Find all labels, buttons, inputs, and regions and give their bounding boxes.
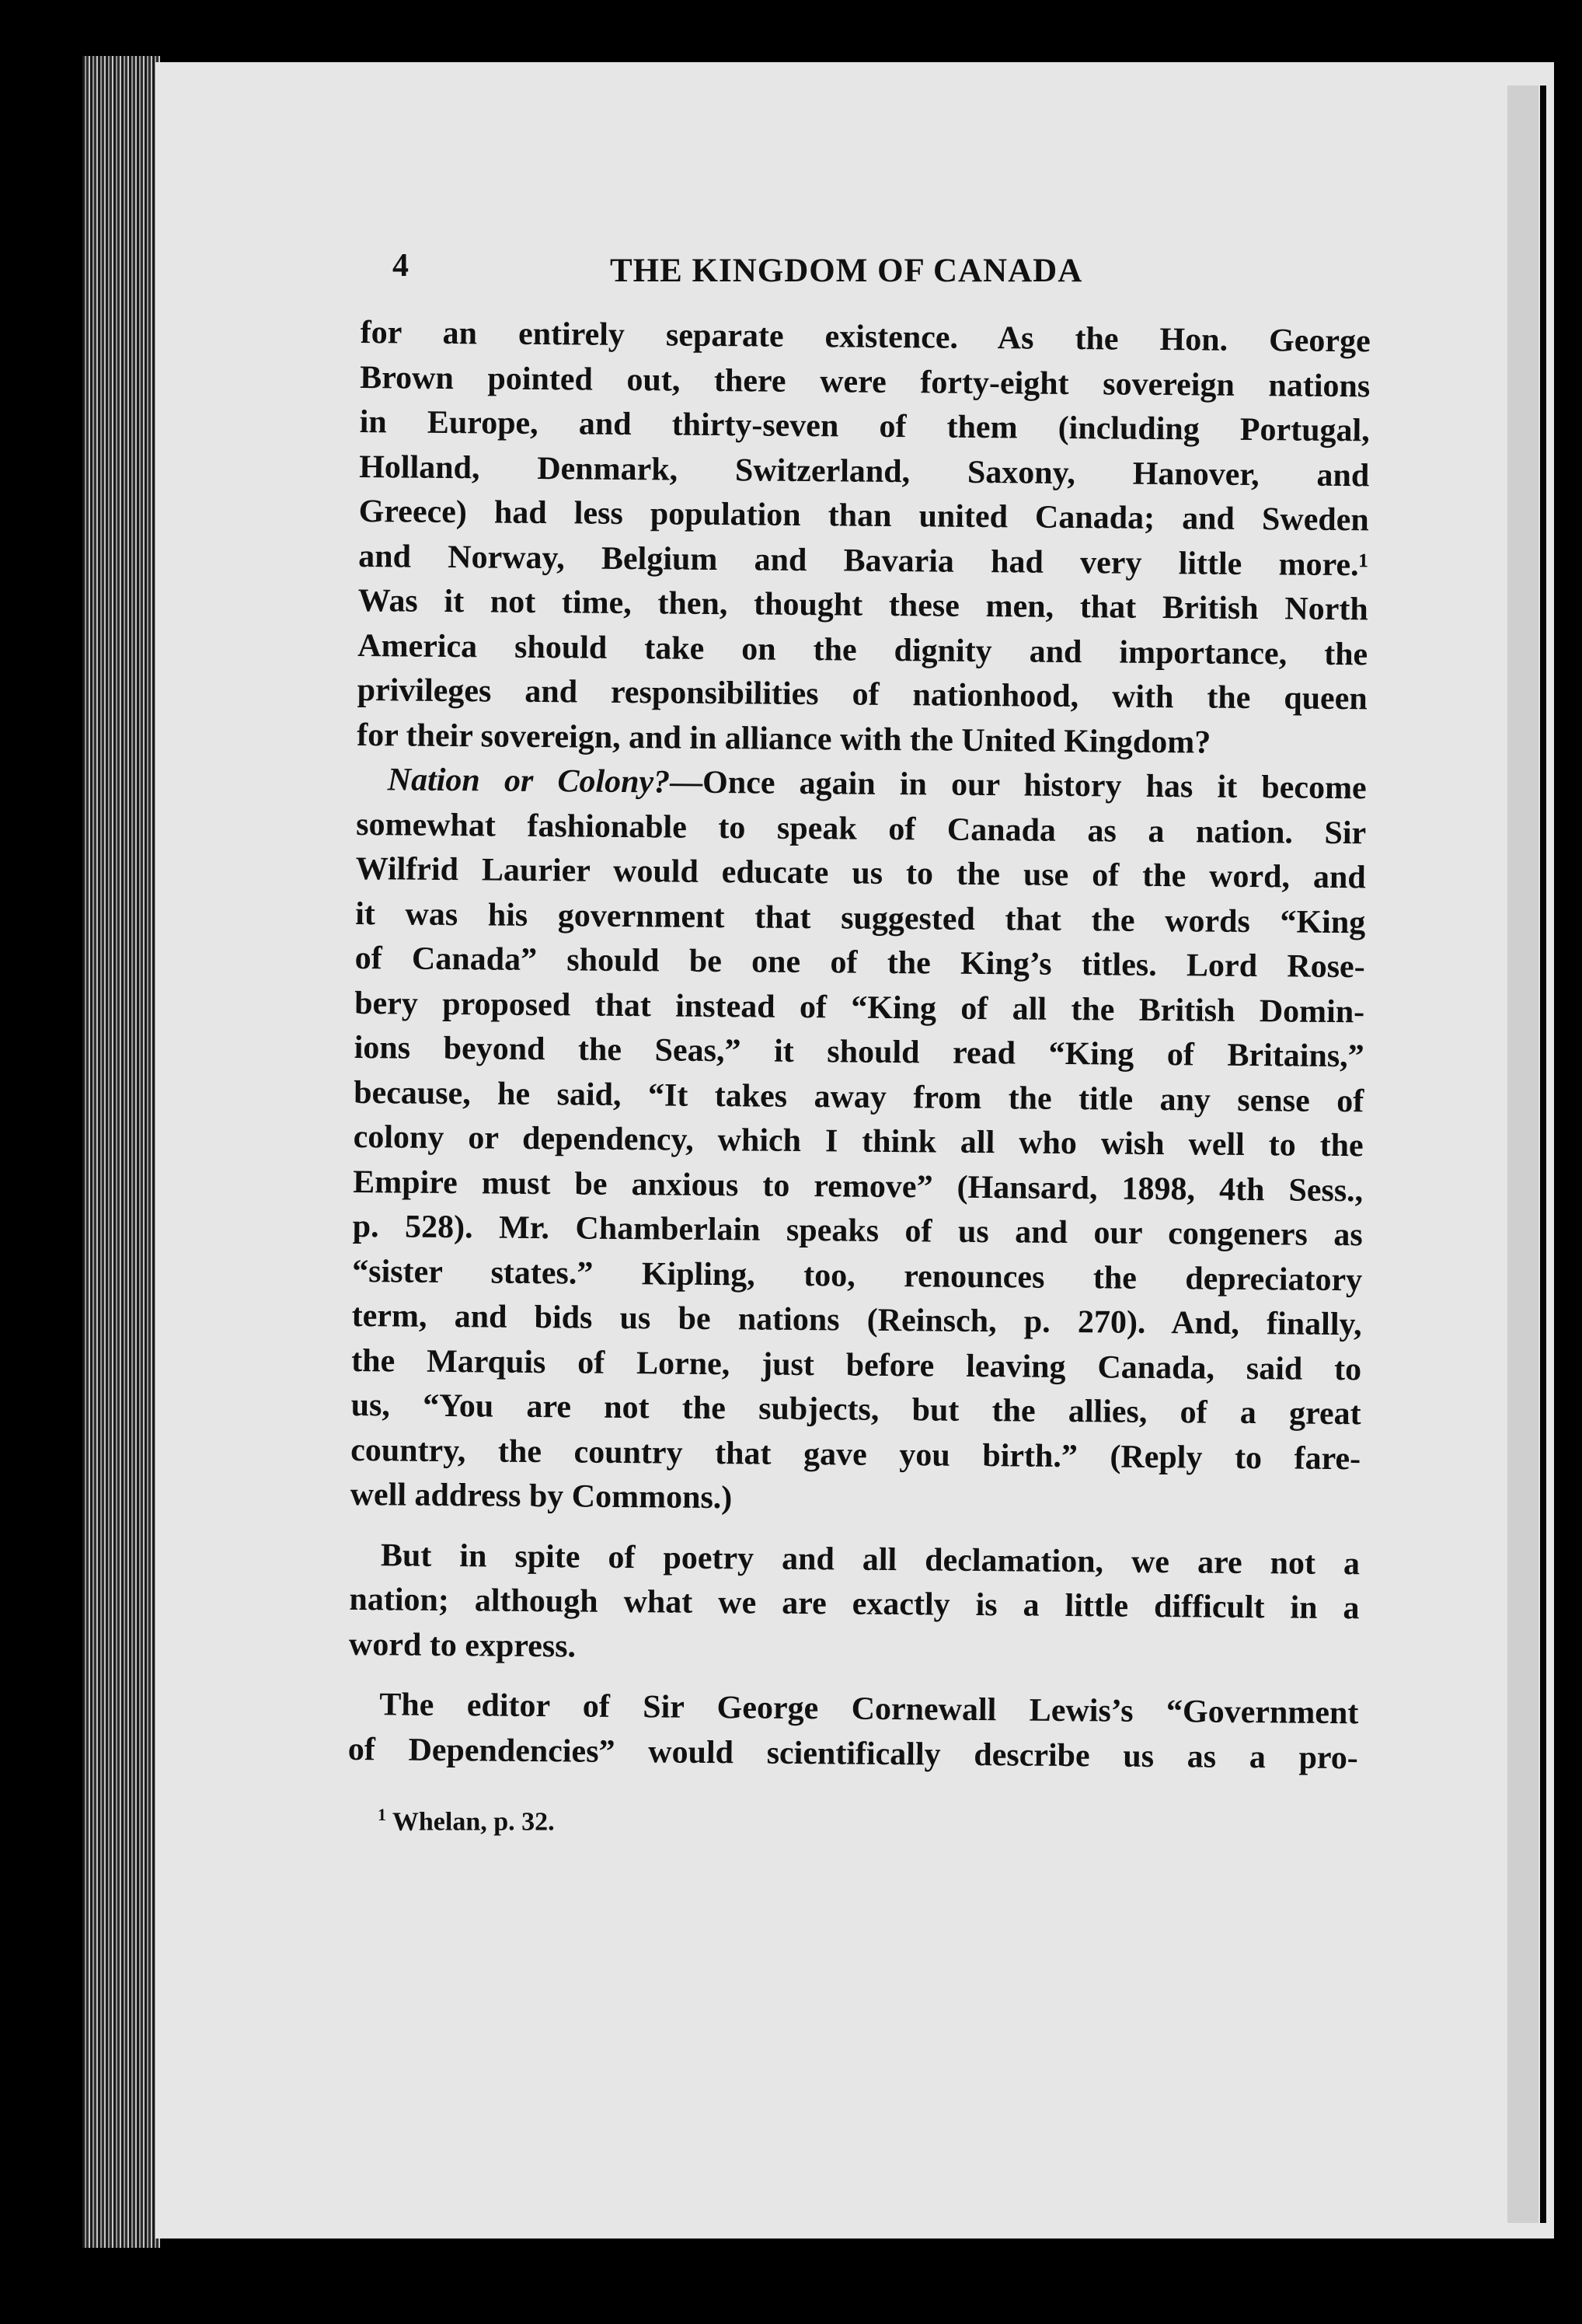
text-line: Wilfrid Laurier would educate us to the use of the word, and <box>355 850 1366 896</box>
text-line: the Marquis of Lorne, just before leaving Canada, said to <box>351 1342 1362 1387</box>
footnote-mark: 1 <box>378 1805 386 1824</box>
text-line: Empire must be anxious to remove” (Hansard, 1898, 4th Sess., <box>353 1164 1364 1209</box>
text-line: “sister states.” Kipling, too, renounces the depreciatory <box>352 1253 1363 1298</box>
text-line: bery proposed that instead of “King of all the British Domin- <box>354 985 1365 1030</box>
section-heading-line <box>356 758 1366 811</box>
text-line: privileges and responsibilities of nationhood, with the queen <box>357 672 1368 717</box>
text-line: word to express. <box>348 1626 577 1664</box>
text-line: of Canada” should be one of the King’s titles. Lord Rose- <box>354 940 1365 986</box>
text-line: in Europe, and thirty-seven of them (including Portugal, <box>359 403 1370 449</box>
body-text <box>348 311 1371 1781</box>
text-line: colony or dependency, which I think all who wish well to the <box>353 1118 1364 1164</box>
text-line: Was it not time, then, thought these men, that British North <box>357 582 1368 628</box>
text-line: The editor of Sir George Cornewall Lewis’s “Government <box>379 1687 1359 1732</box>
text-line: it was his government that suggested that the words “King <box>355 895 1366 940</box>
footnote-text: Whelan, p. 32. <box>392 1807 555 1837</box>
text-line: But in spite of poetry and all declamation, we are not a <box>380 1537 1361 1582</box>
text-line: for their sovereign, and in alliance with the United Kingdom? <box>357 717 1211 761</box>
page-number: 4 <box>392 248 409 284</box>
text-line: of Dependencies” would scientifically describe us as a pro- <box>347 1731 1359 1776</box>
text-line: America should take on the dignity and importance, the <box>357 627 1368 672</box>
page-header <box>392 247 1472 309</box>
text-line: us, “You are not the subjects, but the allies, of a great <box>350 1387 1361 1432</box>
facing-page-strip <box>1507 85 1538 2223</box>
text-line: and Norway, Belgium and Bavaria had very little more.¹ <box>358 538 1369 583</box>
text-line: term, and bids us be nations (Reinsch, p. 270). And, finally, <box>351 1297 1362 1343</box>
text-line: for an entirely separate existence. As the Hon. George <box>360 314 1371 360</box>
text-line: nation; although what we are exactly is a little difficult in a <box>349 1581 1360 1627</box>
gutter-shadow <box>1540 85 1546 2223</box>
text-line: Greece) had less population than united Canada; and Sweden <box>358 493 1369 539</box>
text-line-rest: —Once again in our history has it become <box>669 764 1367 807</box>
text-line: Holland, Denmark, Switzerland, Saxony, Hanover, and <box>359 448 1370 494</box>
text-line: somewhat fashionable to speak of Canada as a nation. Sir <box>356 806 1367 851</box>
text-line: ions beyond the Seas,” it should read “King of Britains,” <box>354 1029 1364 1075</box>
running-title: THE KINGDOM OF CANADA <box>610 253 1083 289</box>
italic-heading: Nation or Colony? <box>387 762 671 801</box>
book-page-edges <box>82 56 160 2248</box>
text-line: because, he said, “It takes away from the title any sense of <box>354 1074 1364 1119</box>
footnote <box>378 1805 555 1837</box>
text-line: p. 528). Mr. Chamberlain speaks of us and our congeners as <box>352 1208 1363 1254</box>
text-line: well address by Commons.) <box>350 1476 733 1516</box>
text-line: country, the country that gave you birth.” (Reply to fare- <box>350 1432 1361 1477</box>
text-line: Brown pointed out, there were forty-eight sovereign nations <box>360 359 1371 404</box>
